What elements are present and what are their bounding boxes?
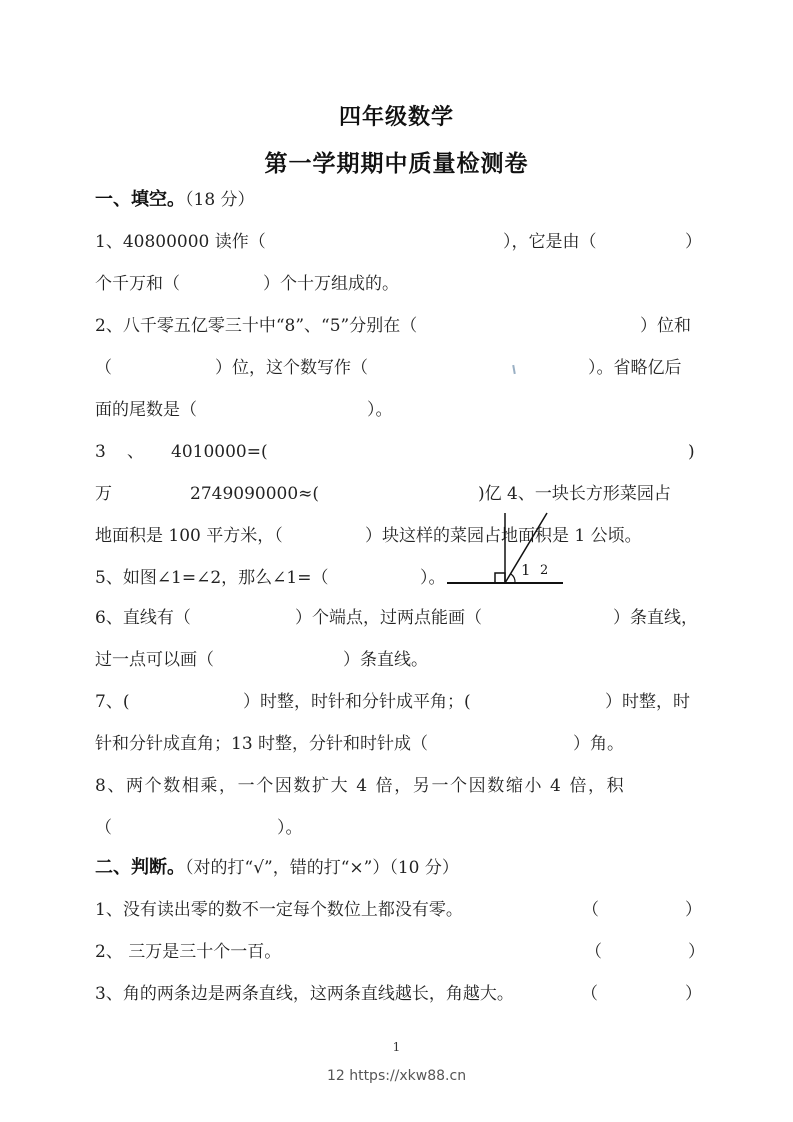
q2-line2 xyxy=(95,354,700,382)
q6-text-c: ）条直线， xyxy=(613,608,698,628)
q5-text-b: ）。 xyxy=(420,568,446,588)
judge-item-2-close: ） xyxy=(688,942,705,962)
q5-line1 xyxy=(95,564,700,592)
q2-text-f: 面的尾数是（ xyxy=(95,400,197,420)
q6-text-d: 过一点可以画（ xyxy=(95,650,214,670)
q1-line2 xyxy=(95,270,700,298)
angle-diagram-svg xyxy=(440,505,570,590)
q2-text-e: ）。省略亿后 xyxy=(588,358,682,378)
judge-item-1-close: ） xyxy=(685,900,702,920)
document-subtitle: 第一学期期中质量检测卷 xyxy=(264,151,529,177)
q3-text-e: 万 xyxy=(95,484,112,504)
section1-heading-line xyxy=(95,186,700,214)
q6-text-a: 6、直线有（ xyxy=(95,608,191,628)
q6-text-b: ）个端点，过两点能画（ xyxy=(295,608,482,628)
q3-text-d: ) xyxy=(688,442,695,462)
q1-text-a: 1、40800000 读作（ xyxy=(95,232,266,252)
q3-line1 xyxy=(95,438,700,466)
q6-text-e: ）条直线。 xyxy=(343,650,428,670)
q2-text-b: ）位和 xyxy=(640,316,691,336)
judge-item-2 xyxy=(95,938,705,966)
q7-line1 xyxy=(95,688,700,716)
judge-item-1-open: （ xyxy=(582,900,599,920)
angle-arc xyxy=(511,574,515,583)
q2-line3 xyxy=(95,396,700,424)
angle-diagram xyxy=(440,505,570,590)
judge-item-3-text: 3、角的两条边是两条直线，这两条直线越长，角越大。 xyxy=(95,984,514,1004)
q4-text-a: 地面积是 100 平方米，（ xyxy=(95,526,283,546)
q7-text-d: 针和分针成直角；13 时整，分针和时针成（ xyxy=(95,734,429,754)
section2-instruction: （对的打“√”，错的打“×”）（10 分） xyxy=(185,858,459,878)
q1-text-d: 个千万和（ xyxy=(95,274,180,294)
q6-line1 xyxy=(95,604,700,632)
q2-text-d: ）位，这个数写作（ xyxy=(215,358,368,378)
q7-text-b: ）时整，时针和分针成平角；( xyxy=(243,692,471,712)
q3-line2 xyxy=(95,480,700,508)
q5-text-a: 5、如图∠1=∠2，那么∠1=（ xyxy=(95,568,329,588)
q3-text-c: 4010000=( xyxy=(171,442,268,462)
q1-line1 xyxy=(95,228,700,256)
document-title: 四年级数学 xyxy=(338,105,454,130)
section2-heading: 二、判断。 xyxy=(95,857,185,878)
q3-text-f: 2749090000≈( xyxy=(190,484,320,504)
q8-line2 xyxy=(95,814,700,842)
q8-text-a: 8、两个数相乘，一个因数扩大 4 倍，另一个因数缩小 4 倍，积 xyxy=(95,776,626,796)
section1-heading: 一、填空。 xyxy=(95,189,185,210)
q1-text-e: ）个十万组成的。 xyxy=(263,274,399,294)
page-number: 1 xyxy=(392,1040,401,1054)
q8-text-b: （ xyxy=(95,818,112,838)
footer-watermark: 12 https://xkw88.cn xyxy=(326,1068,467,1084)
q6-line2 xyxy=(95,646,700,674)
q7-text-a: 7、( xyxy=(95,692,130,712)
q7-line2 xyxy=(95,730,700,758)
judge-item-3 xyxy=(95,980,700,1008)
q3-text-g: )亿 4、一块长方形菜园占 xyxy=(478,484,671,504)
q7-text-c: ）时整，时 xyxy=(605,692,690,712)
q3-text-b: 、 xyxy=(127,442,144,462)
judge-item-3-close: ） xyxy=(685,984,702,1004)
judge-item-3-open: （ xyxy=(581,984,598,1004)
judge-item-1-text: 1、没有读出零的数不一定每个数位上都没有零。 xyxy=(95,900,463,920)
section1-points: （18 分） xyxy=(185,190,255,210)
angle-2-label: 2 xyxy=(540,563,549,578)
q1-text-c: ） xyxy=(685,232,702,252)
angle-1-label: 1 xyxy=(521,561,531,579)
judge-item-2-text: 2、 三万是三十个一百。 xyxy=(95,942,282,962)
right-angle-mark xyxy=(495,573,505,583)
q3-text-a: 3 xyxy=(95,442,106,462)
q4-text-b: ）块这样的菜园占地面积是 1 公顷。 xyxy=(365,526,642,546)
q4-line1 xyxy=(95,522,700,550)
section2-heading-line xyxy=(95,854,700,882)
q7-text-e: ）角。 xyxy=(573,734,624,754)
judge-item-2-open: （ xyxy=(585,942,602,962)
q8-line1 xyxy=(95,772,700,800)
q8-text-c: ）。 xyxy=(277,818,303,838)
q2-text-g: ）。 xyxy=(367,400,393,420)
q2-text-c: （ xyxy=(95,358,112,378)
judge-item-1 xyxy=(95,896,700,924)
q2-text-a: 2、八千零五亿零三十中“8”、“5”分别在（ xyxy=(95,316,418,336)
q2-line1 xyxy=(95,312,700,340)
q1-text-b: ），它是由（ xyxy=(503,232,597,252)
